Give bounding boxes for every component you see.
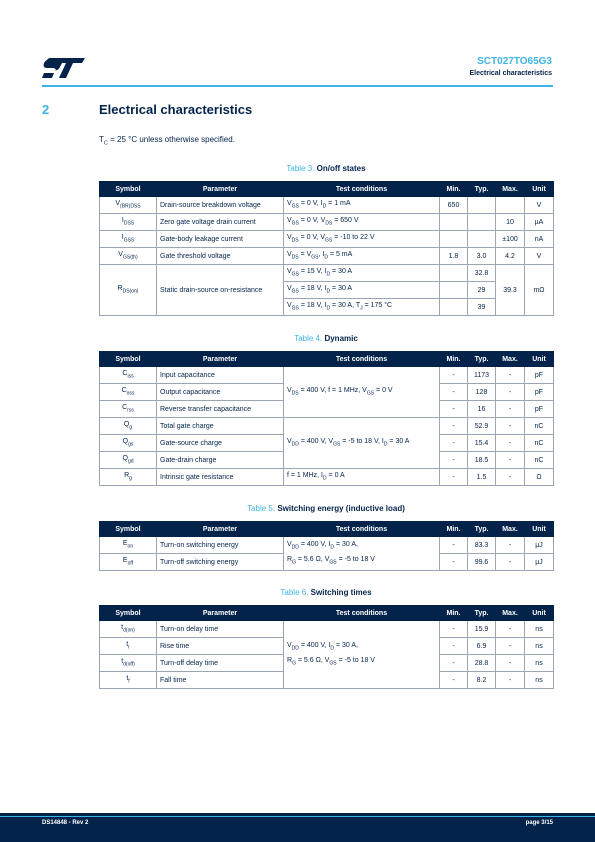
symbol-subscript: d(on): [123, 627, 135, 634]
max-cell: 39.3: [496, 265, 525, 316]
symbol-letter: C: [121, 387, 127, 395]
parameter-cell: Gate-body leakage current: [157, 231, 284, 248]
symbol-letter: t: [126, 641, 129, 649]
column-header-parameter: Parameter: [157, 606, 284, 621]
min-cell: -: [440, 638, 468, 655]
typ-cell: 83.3: [468, 537, 496, 554]
test-condition-cell: $V_{GS} = 0$ V, $V_{DS} = 650$ V: [284, 214, 440, 231]
document-revision: DS14848 - Rev 2: [42, 820, 89, 826]
test-condition-cell: $V_{GS} = 18$ V, $I_D = 30$ A, $T_J = 175$ °C: [284, 299, 440, 316]
symbol-cell: [100, 384, 157, 401]
symbol-subscript: GSS: [123, 237, 135, 244]
symbol-subscript: DS(on): [122, 288, 139, 295]
typ-cell: 15.9: [468, 621, 496, 638]
symbol-letter: t: [121, 624, 124, 632]
typ-cell: 3.0: [468, 248, 496, 265]
symbol-letter: t: [121, 658, 124, 666]
max-cell: -: [496, 452, 525, 469]
symbol-subscript: g: [129, 475, 132, 482]
document-part-number: SCT027TO65G3: [477, 56, 552, 67]
table-row: [100, 248, 554, 265]
table4-dynamic: [99, 351, 554, 486]
table-row: [100, 231, 554, 248]
max-cell: -: [496, 401, 525, 418]
typ-cell: 39: [468, 299, 496, 316]
table-row: [100, 197, 554, 214]
symbol-subscript: gd: [127, 458, 134, 465]
max-cell: -: [496, 469, 525, 486]
test-condition-cell: $V_{GS} = 15$ V, $I_D = 30$ A: [284, 265, 440, 282]
symbol-letter: V: [115, 200, 121, 208]
max-cell: -: [496, 537, 525, 554]
parameter-cell: Turn-off switching energy: [157, 554, 284, 571]
symbol-subscript: on: [127, 543, 134, 550]
table-row: [100, 367, 554, 384]
symbol-letter: E: [122, 557, 128, 565]
section-number: 2: [42, 102, 50, 117]
header-rule: [42, 85, 553, 87]
table6-switching-times: [99, 605, 554, 689]
table3-header-row: [100, 182, 554, 197]
symbol-letter: Q: [122, 455, 128, 463]
symbol-letter: Q: [123, 421, 130, 429]
min-cell: 1.8: [440, 248, 468, 265]
column-header-max: Max.: [496, 606, 525, 621]
symbol-subscript: r: [128, 644, 130, 651]
column-header-max: Max.: [496, 352, 525, 367]
column-header-testconditions: Test conditions: [284, 352, 440, 367]
symbol-letter: I: [121, 217, 124, 225]
symbol-cell: [100, 672, 157, 689]
min-cell: [440, 299, 468, 316]
section-title: Electrical characteristics: [99, 102, 253, 117]
column-header-symbol: Symbol: [100, 182, 157, 197]
column-header-typ: Typ.: [468, 182, 496, 197]
parameter-cell: Gate-source charge: [157, 435, 284, 452]
min-cell: 650: [440, 197, 468, 214]
table-row: [100, 537, 554, 554]
column-header-testconditions: Test conditions: [284, 606, 440, 621]
symbol-letter: I: [121, 234, 124, 242]
unit-cell: V: [525, 248, 554, 265]
symbol-letter: Q: [122, 438, 129, 446]
table4-caption: Table 4. Dynamic: [294, 334, 358, 343]
symbol-cell: [100, 554, 157, 571]
column-header-symbol: Symbol: [100, 522, 157, 537]
st-logo: [42, 57, 86, 79]
min-cell: -: [440, 537, 468, 554]
table-row: [100, 469, 554, 486]
unit-cell: Ω: [525, 469, 554, 486]
parameter-cell: Turn-on delay time: [157, 621, 284, 638]
symbol-letter: R: [117, 285, 123, 293]
max-cell: -: [496, 554, 525, 571]
max-cell: [496, 197, 525, 214]
symbol-cell: [100, 469, 157, 486]
column-header-symbol: Symbol: [100, 606, 157, 621]
min-cell: [440, 214, 468, 231]
test-condition-cell: $V_{DD} = 400$ V, $I_D = 30$ A, $R_G = 5.6$ Ω, $V_{GS} = -5$ to 18 V: [284, 537, 440, 571]
typ-cell: 6.9: [468, 638, 496, 655]
symbol-subscript: iss: [127, 373, 134, 380]
symbol-subscript: (BR)DSS: [120, 203, 141, 210]
symbol-letter: R: [124, 472, 130, 480]
column-header-parameter: Parameter: [157, 522, 284, 537]
column-header-max: Max.: [496, 522, 525, 537]
symbol-subscript: f: [128, 678, 130, 685]
parameter-cell: Total gate charge: [157, 418, 284, 435]
typ-cell: [468, 231, 496, 248]
min-cell: [440, 282, 468, 299]
min-cell: -: [440, 367, 468, 384]
symbol-subscript: oss: [126, 390, 135, 397]
typ-cell: 16: [468, 401, 496, 418]
unit-cell: nC: [525, 435, 554, 452]
typ-cell: [468, 197, 496, 214]
parameter-cell: Output capacitance: [157, 384, 284, 401]
column-header-unit: Unit: [525, 522, 554, 537]
max-cell: 4.2: [496, 248, 525, 265]
parameter-cell: Rise time: [157, 638, 284, 655]
min-cell: -: [440, 452, 468, 469]
header-section-name: Electrical characteristics: [469, 70, 552, 77]
page-number: page 3/15: [525, 820, 553, 826]
column-header-typ: Typ.: [468, 606, 496, 621]
parameter-cell: Fall time: [157, 672, 284, 689]
symbol-subscript: GS(th): [122, 254, 138, 261]
symbol-cell: [100, 418, 157, 435]
symbol-cell: [100, 231, 157, 248]
typ-cell: 99.6: [468, 554, 496, 571]
typ-cell: 8.2: [468, 672, 496, 689]
min-cell: -: [440, 672, 468, 689]
symbol-subscript: rss: [127, 407, 134, 414]
symbol-cell: [100, 214, 157, 231]
typ-cell: 29: [468, 282, 496, 299]
max-cell: -: [496, 435, 525, 452]
max-cell: -: [496, 638, 525, 655]
symbol-subscript: DSS: [123, 220, 135, 227]
typ-cell: 1.5: [468, 469, 496, 486]
symbol-cell: [100, 248, 157, 265]
column-header-typ: Typ.: [468, 522, 496, 537]
column-header-testconditions: Test conditions: [284, 522, 440, 537]
table6-header-row: [100, 606, 554, 621]
table3-on-off-states: [99, 181, 554, 316]
typ-cell: 1173: [468, 367, 496, 384]
parameter-cell: Gate threshold voltage: [157, 248, 284, 265]
max-cell: -: [496, 672, 525, 689]
unit-cell: pF: [525, 384, 554, 401]
unit-cell: ns: [525, 621, 554, 638]
parameter-cell: Static drain-source on-resistance: [157, 265, 284, 316]
symbol-cell: [100, 638, 157, 655]
min-cell: -: [440, 401, 468, 418]
symbol-cell: [100, 621, 157, 638]
min-cell: -: [440, 655, 468, 672]
symbol-subscript: g: [129, 424, 133, 431]
parameter-cell: Drain-source breakdown voltage: [157, 197, 284, 214]
unit-cell: ns: [525, 672, 554, 689]
parameter-cell: Zero gate voltage drain current: [157, 214, 284, 231]
symbol-subscript: d(off): [123, 661, 135, 668]
table-row: [100, 265, 554, 282]
column-header-min: Min.: [440, 606, 468, 621]
max-cell: ±100: [496, 231, 525, 248]
table6-caption: Table 6. Switching times: [280, 588, 372, 597]
parameter-cell: Intrinsic gate resistance: [157, 469, 284, 486]
test-condition-cell: $V_{DS} = 0$ V, $V_{GS} = -10$ to 22 V: [284, 231, 440, 248]
test-condition-cell: $V_{DS} = V_{GS}$, $I_D = 5$ mA: [284, 248, 440, 265]
unit-cell: ns: [525, 638, 554, 655]
min-cell: -: [440, 621, 468, 638]
footer-bar: [0, 813, 595, 842]
test-condition-cell: $V_{DD} = 400$ V, $I_D = 30$ A, $R_G = 5.6$ Ω, $V_{GS} = -5$ to 18 V: [284, 621, 440, 689]
unit-cell: µJ: [525, 537, 554, 554]
symbol-letter: V: [118, 251, 123, 259]
unit-cell: mΩ: [525, 265, 554, 316]
max-cell: -: [496, 621, 525, 638]
symbol-letter: C: [122, 404, 128, 412]
unit-cell: pF: [525, 401, 554, 418]
column-header-max: Max.: [496, 182, 525, 197]
unit-cell: µJ: [525, 554, 554, 571]
parameter-cell: Input capacitance: [157, 367, 284, 384]
min-cell: -: [440, 554, 468, 571]
table3-caption: Table 3. On/off states: [286, 164, 366, 173]
column-header-parameter: Parameter: [157, 352, 284, 367]
symbol-cell: [100, 537, 157, 554]
min-cell: [440, 231, 468, 248]
test-condition-note: $T_C = 25$ °C unless otherwise specified.: [99, 135, 235, 147]
footer-accent-line: [0, 816, 595, 817]
symbol-cell: [100, 265, 157, 316]
max-cell: -: [496, 418, 525, 435]
column-header-symbol: Symbol: [100, 352, 157, 367]
typ-cell: 128: [468, 384, 496, 401]
symbol-cell: [100, 435, 157, 452]
column-header-testconditions: Test conditions: [284, 182, 440, 197]
column-header-unit: Unit: [525, 352, 554, 367]
test-condition-cell: $V_{GS} = 18$ V, $I_D = 30$ A: [284, 282, 440, 299]
parameter-cell: Turn-off delay time: [157, 655, 284, 672]
symbol-letter: C: [122, 370, 128, 378]
column-header-min: Min.: [440, 182, 468, 197]
symbol-letter: t: [126, 675, 129, 683]
column-header-parameter: Parameter: [157, 182, 284, 197]
min-cell: -: [440, 435, 468, 452]
typ-cell: 15.4: [468, 435, 496, 452]
symbol-cell: [100, 655, 157, 672]
max-cell: -: [496, 655, 525, 672]
test-condition-cell: f = 1 MHz, $I_D = 0$ A: [284, 469, 440, 486]
table-row: [100, 418, 554, 435]
symbol-cell: [100, 197, 157, 214]
symbol-letter: E: [122, 540, 128, 548]
typ-cell: 52.9: [468, 418, 496, 435]
column-header-min: Min.: [440, 352, 468, 367]
table5-caption: Table 5. Switching energy (inductive load): [247, 504, 405, 513]
test-condition-cell: $V_{DS} = 400$ V, f = 1 MHz, $V_{GS} = 0$ V: [284, 367, 440, 418]
max-cell: -: [496, 384, 525, 401]
typ-cell: 32.8: [468, 265, 496, 282]
min-cell: [440, 265, 468, 282]
column-header-typ: Typ.: [468, 352, 496, 367]
typ-cell: 28.8: [468, 655, 496, 672]
table-row: [100, 214, 554, 231]
unit-cell: V: [525, 197, 554, 214]
unit-cell: µA: [525, 214, 554, 231]
table5-switching-energy: [99, 521, 554, 571]
min-cell: -: [440, 469, 468, 486]
max-cell: 10: [496, 214, 525, 231]
test-condition-cell: $V_{DD} = 400$ V, $V_{GS} = -5$ to 18 V, $I_D = 30$ A: [284, 418, 440, 469]
symbol-cell: [100, 401, 157, 418]
min-cell: -: [440, 418, 468, 435]
unit-cell: pF: [525, 367, 554, 384]
typ-cell: 18.5: [468, 452, 496, 469]
test-condition-cell: $V_{GS} = 0$ V, $I_D = 1$ mA: [284, 197, 440, 214]
parameter-cell: Turn-on switching energy: [157, 537, 284, 554]
unit-cell: nC: [525, 418, 554, 435]
unit-cell: nC: [525, 452, 554, 469]
symbol-cell: [100, 367, 157, 384]
column-header-unit: Unit: [525, 606, 554, 621]
typ-cell: [468, 214, 496, 231]
table5-header-row: [100, 522, 554, 537]
min-cell: -: [440, 384, 468, 401]
symbol-subscript: off: [127, 560, 134, 567]
parameter-cell: Gate-drain charge: [157, 452, 284, 469]
parameter-cell: Reverse transfer capacitance: [157, 401, 284, 418]
max-cell: -: [496, 367, 525, 384]
unit-cell: nA: [525, 231, 554, 248]
unit-cell: ns: [525, 655, 554, 672]
table4-header-row: [100, 352, 554, 367]
column-header-min: Min.: [440, 522, 468, 537]
symbol-cell: [100, 452, 157, 469]
column-header-unit: Unit: [525, 182, 554, 197]
symbol-subscript: gs: [128, 441, 134, 448]
table-row: [100, 621, 554, 638]
